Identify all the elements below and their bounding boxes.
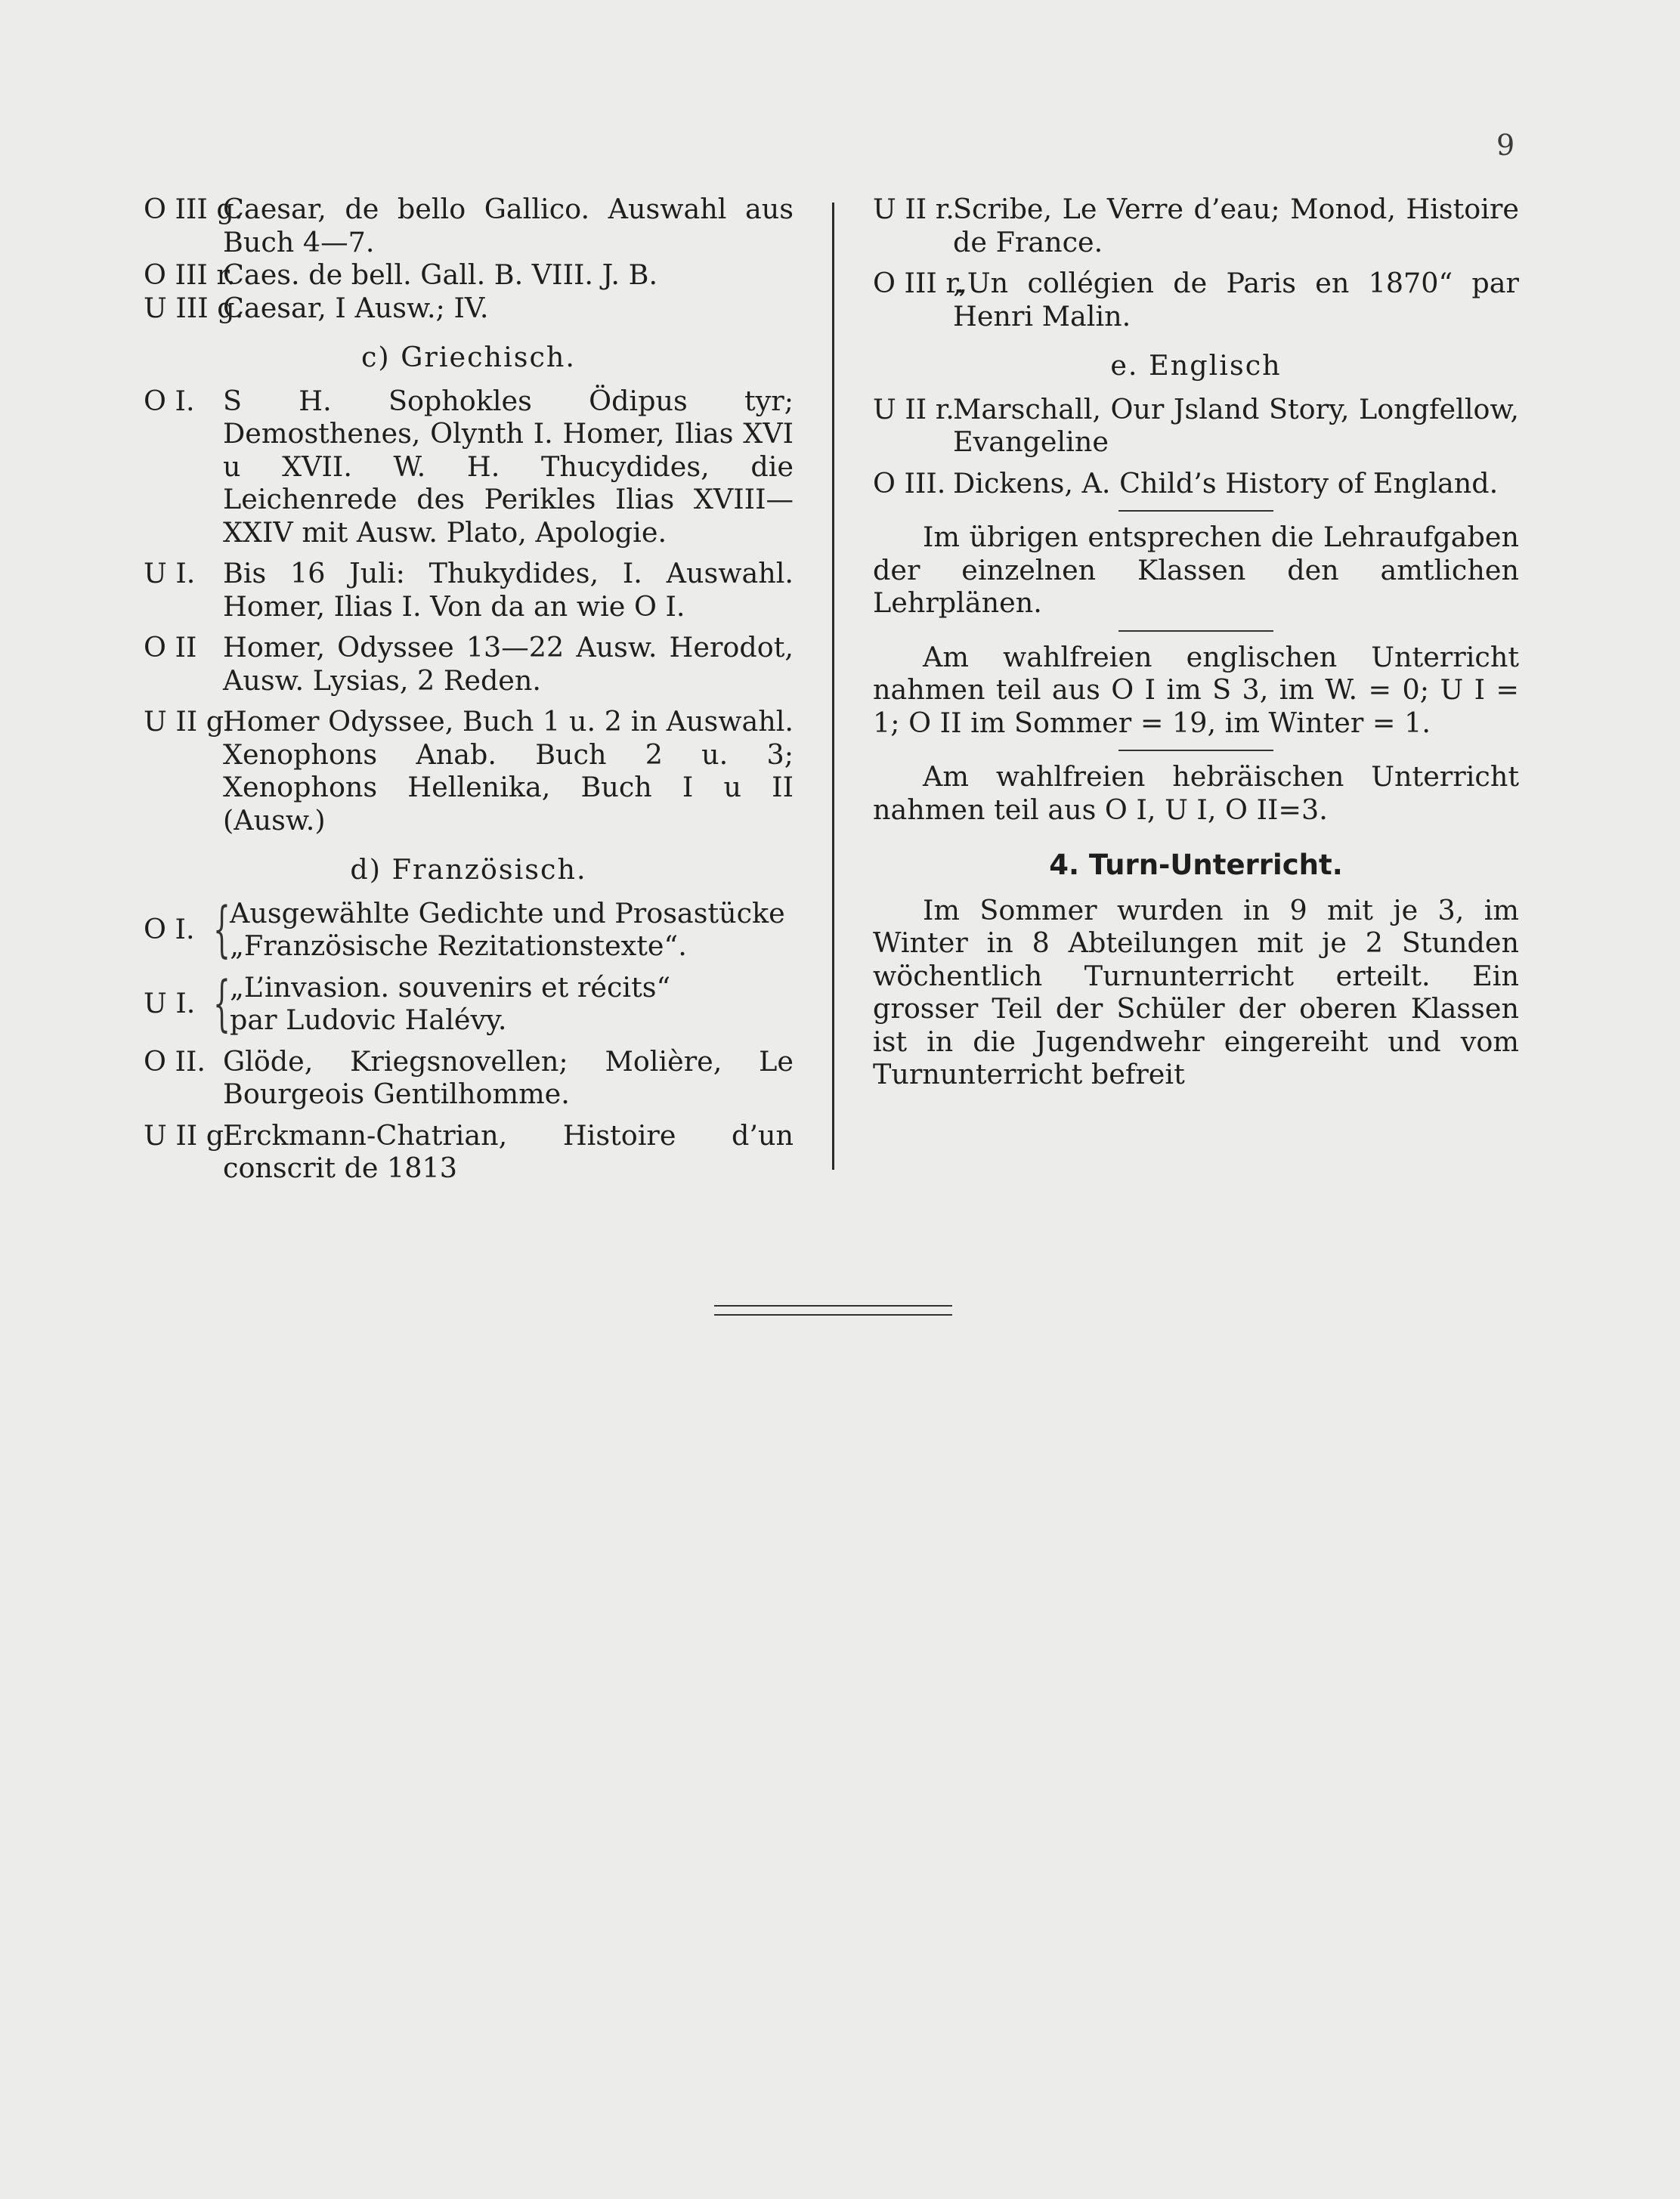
left-column: [144, 193, 794, 1185]
section-title-turnunterricht: 4. Turn-Unterricht.: [1049, 849, 1343, 881]
page-number: 9: [1496, 128, 1515, 162]
entry-text: Homer, Odyssee 13—22 Ausw. Herodot, Ausw. Lysias, 2 Reden.: [223, 631, 794, 697]
entry-text: Bis 16 Juli: Thukydides, I. Auswahl. Homer, Ilias I. Von da an wie O I.: [223, 557, 794, 623]
class-label: U II r.: [873, 193, 954, 225]
class-label: O II: [144, 631, 197, 663]
greek-entry: [144, 705, 794, 837]
french-heading: d) Französisch.: [350, 853, 587, 886]
entry-text: Caesar, de bello Gallico. Auswahl aus Buch 4—7.: [223, 193, 794, 258]
latin-entry: [144, 292, 794, 325]
class-label: O II.: [144, 1044, 206, 1078]
entry-text: Scribe, Le Verre d’eau; Monod, Histoire de France.: [953, 193, 1519, 258]
entry-text: Caes. de bell. Gall. B. VIII. J. B.: [223, 258, 658, 291]
entry-text: Erckmann-Chatrian, Histoire d’un conscrit de 1813: [223, 1118, 794, 1184]
column-divider: [832, 203, 834, 1170]
group-line: Ausgewählte Gedichte und Prosastücke: [230, 896, 785, 929]
class-label: U I.: [144, 557, 196, 589]
end-double-rule: [714, 1305, 952, 1316]
greek-entry: [144, 631, 794, 697]
paragraph-turnunterricht: Im Sommer wurden in 9 mit je 3, im Winter in 8 Abteilungen mit je 2 Stunden wöchentlich Turnunterricht erteilt. Ein grosser Teil der Schüler der oberen Klassen ist in die Jugendwehr eingereiht und vom Turnunterricht befreit: [873, 893, 1519, 1090]
class-label: U II g.: [144, 705, 233, 738]
french-brace-group: [144, 968, 794, 1038]
french-entry: [873, 193, 1519, 258]
group-line: „L’invasion. souvenirs et récits“: [230, 970, 671, 1004]
brace-icon: {: [213, 968, 230, 1038]
latin-entry: [144, 258, 794, 292]
entry-text: Glöde, Kriegsnovellen; Molière, Le Bourgeois Gentilhomme.: [223, 1044, 794, 1110]
class-label: U II r.: [873, 392, 954, 425]
paragraph-lehraufgaben: Im übrigen entsprechen die Lehraufgaben der einzelnen Klassen den amtlichen Lehrplänen.: [873, 521, 1519, 619]
group-line: „Französische Rezitationstexte“.: [230, 929, 687, 962]
group-lines: [230, 971, 794, 1037]
entry-text: S H. Sophokles Ödipus tyr; Demosthenes, Olynth I. Homer, Ilias XVI u XVII. W. H. Thucydides, die Leichenrede des Perikles Ilias XVIII—XXIV mit Ausw. Plato, Apologie.: [223, 384, 794, 549]
latin-entry: [144, 193, 794, 258]
class-label: O III r.: [873, 267, 965, 299]
greek-entry: [144, 557, 794, 623]
french-brace-group: [144, 894, 794, 964]
class-label: U I.: [144, 987, 196, 1020]
french-entry: [144, 1045, 794, 1111]
entry-text: „Un collégien de Paris en 1870“ par Henri Malin.: [953, 267, 1519, 332]
entry-text: Homer Odyssee, Buch 1 u. 2 in Auswahl. Xenophons Anab. Buch 2 u. 3; Xenophons Hellenika, Buch I u II (Ausw.): [223, 705, 794, 837]
entry-text: Dickens, A. Child’s History of England.: [953, 466, 1499, 499]
entry-text: Caesar, I Ausw.; IV.: [223, 291, 489, 324]
class-label: O I.: [144, 384, 195, 417]
brace-icon: {: [213, 894, 230, 964]
class-label: U II g.: [144, 1118, 233, 1152]
french-entry: [144, 1119, 794, 1185]
paragraph-englisch: Am wahlfreien englischen Unterricht nahmen teil aus O I im S 3, im W. = 0; U I = 1; O II im Sommer = 19, im Winter = 1.: [873, 640, 1519, 739]
section-divider: [1118, 750, 1273, 751]
greek-entry: [144, 385, 794, 549]
entry-text: Marschall, Our Jsland Story, Longfellow, Evangeline: [953, 392, 1519, 458]
class-label: U III g.: [144, 291, 244, 324]
section-divider: [1118, 510, 1273, 512]
english-heading: e. Englisch: [1110, 349, 1282, 382]
paragraph-hebraeisch: Am wahlfreien hebräischen Unterricht nahmen teil aus O I, U I, O II=3.: [873, 760, 1519, 826]
right-column: [873, 193, 1519, 1091]
group-lines: [230, 897, 794, 963]
class-label: O III r.: [144, 258, 236, 291]
french-entry: [873, 267, 1519, 332]
greek-heading: c) Griechisch.: [360, 341, 577, 373]
section-divider: [1118, 630, 1273, 632]
english-entry: [873, 467, 1519, 500]
class-label: O III g.: [144, 193, 243, 225]
class-label: O I.: [144, 913, 195, 946]
english-entry: [873, 393, 1519, 459]
class-label: O III.: [873, 466, 946, 499]
group-line: par Ludovic Halévy.: [230, 1004, 507, 1036]
